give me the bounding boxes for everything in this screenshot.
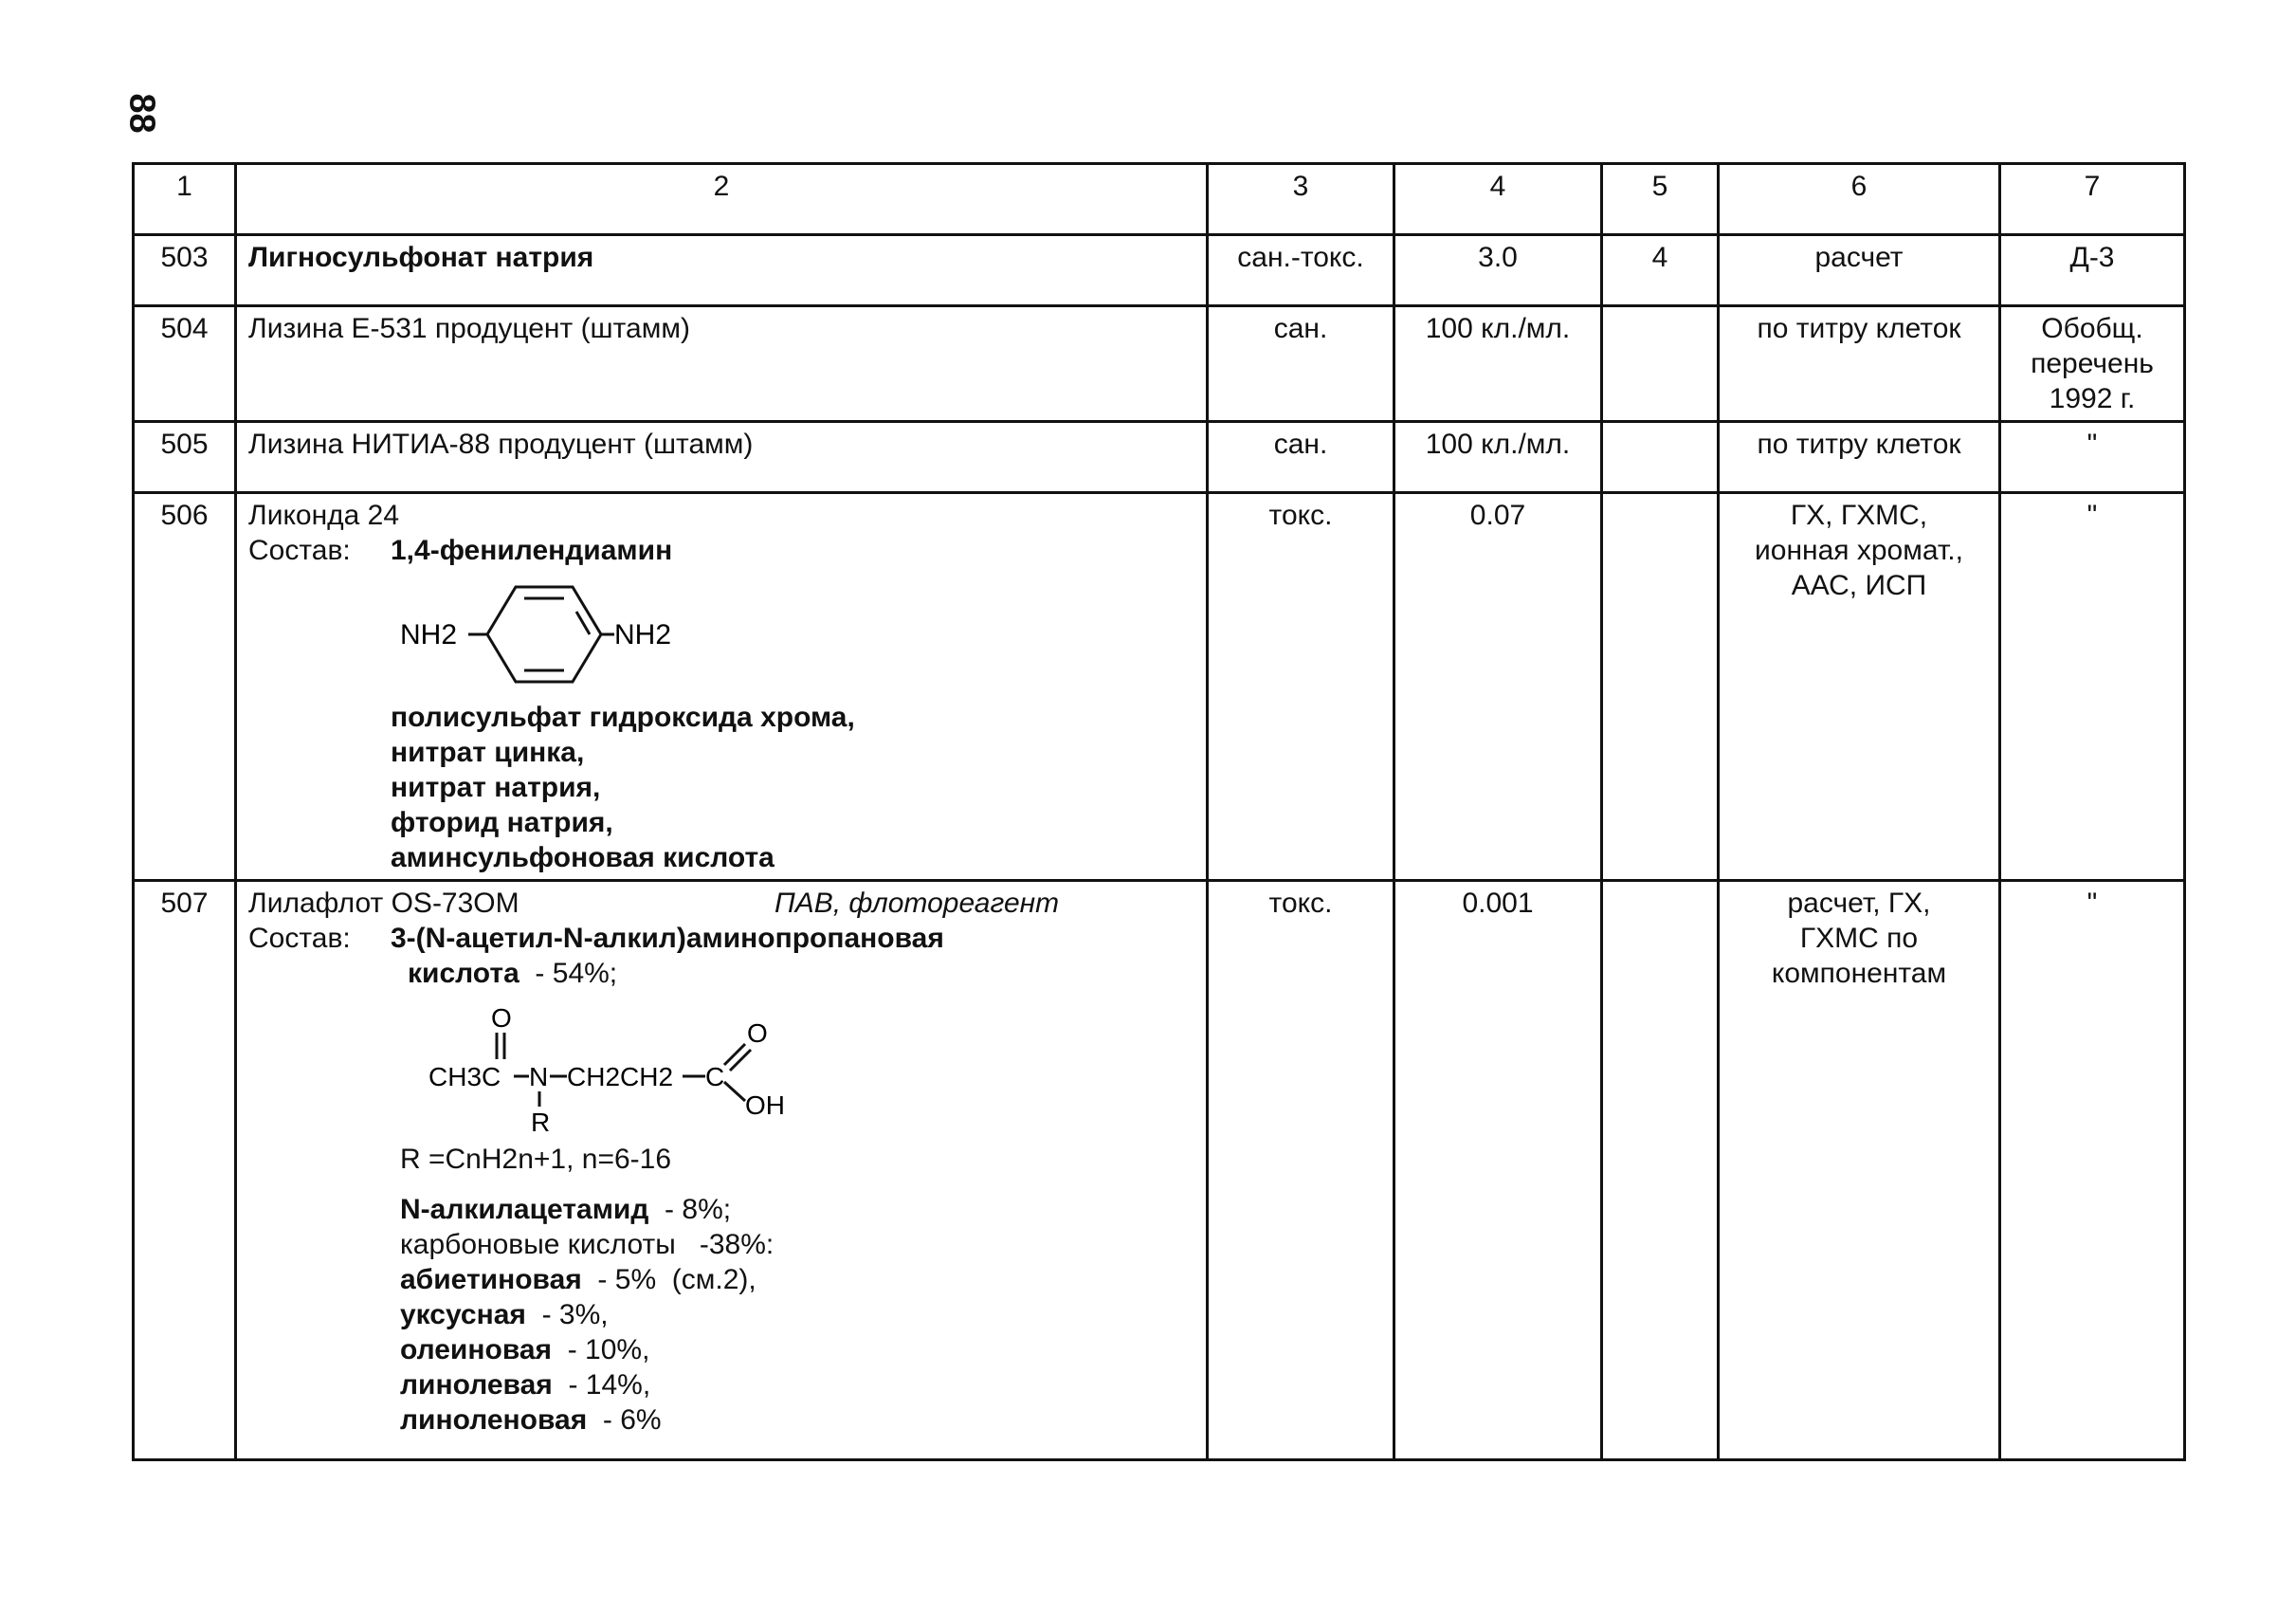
component-item: линолевая - 14%, [400, 1369, 651, 1401]
composition-second-rest: - 54%; [519, 958, 618, 989]
method: по титру клеток [1719, 306, 2000, 422]
carbonyl-oxygen: O [491, 1003, 512, 1033]
row-number: 503 [134, 235, 236, 306]
substance-table [132, 162, 2186, 1461]
hazard-class [1602, 881, 1719, 1460]
hazard-class: 4 [1602, 235, 1719, 306]
substance-description [236, 493, 1208, 881]
row-number: 507 [134, 881, 236, 1460]
row-number: 506 [134, 493, 236, 881]
component-list [391, 700, 1194, 875]
method-line: ГХ, ГХМС, [1790, 500, 1928, 531]
method-line: ААС, ИСП [1791, 570, 1927, 601]
benzene-ring-icon [487, 587, 601, 682]
composition-label: Состав: [248, 923, 351, 954]
method [1719, 493, 2000, 881]
component-item: нитрат цинка, [391, 737, 585, 768]
hydroxyl-group: OH [745, 1090, 785, 1120]
method-line: ионная хромат., [1755, 535, 1963, 566]
ethylene-chain: CH2CH2 [567, 1062, 674, 1091]
source-ditto: " [2000, 422, 2185, 493]
component-item: абиетиновая - 5% (см.2), [400, 1264, 756, 1295]
norm-value: 3.0 [1394, 235, 1602, 306]
phenylenediamine-structure [400, 579, 1194, 692]
substance-name: Лизина НИТИА-88 продуцент (штамм) [236, 422, 1208, 493]
composition-line [248, 533, 1194, 568]
component-item: аминсульфоновая кислота [391, 842, 774, 873]
hazard-type: токс. [1208, 881, 1394, 1460]
table-row [134, 306, 2185, 422]
component-item: нитрат натрия, [391, 772, 601, 803]
composition-line [248, 921, 1194, 956]
method-line: расчет, ГХ, [1787, 888, 1931, 919]
source-ditto: " [2000, 493, 2185, 881]
table-row [134, 422, 2185, 493]
hazard-type: токс. [1208, 493, 1394, 881]
composition-second-line [408, 956, 1194, 991]
substance-name-text: Лигносульфонат натрия [248, 242, 594, 273]
hazard-class [1602, 493, 1719, 881]
method [1719, 881, 2000, 1460]
hazard-type: сан. [1208, 422, 1394, 493]
composition-label: Состав: [248, 535, 351, 566]
component-item: линоленовая - 6% [400, 1404, 662, 1436]
method: расчет [1719, 235, 2000, 306]
row-number: 505 [134, 422, 236, 493]
component-item: карбоновые кислоты -38%: [400, 1229, 774, 1260]
structure-right-group: NH2 [614, 619, 672, 650]
substance-name: Лизина Е-531 продуцент (штамм) [236, 306, 1208, 422]
composition-first: 1,4-фенилендиамин [391, 535, 673, 566]
acetyl-group: CH3C [428, 1062, 501, 1091]
col-header-2: 2 [236, 164, 1208, 235]
col-header-7: 7 [2000, 164, 2185, 235]
benzene-ring-diagram [400, 579, 703, 684]
hazard-class [1602, 306, 1719, 422]
substance-title-row [248, 886, 1194, 921]
hazard-type: сан.-токс. [1208, 235, 1394, 306]
norm-value: 0.001 [1394, 881, 1602, 1460]
component-item: фторид натрия, [391, 807, 613, 838]
r-group: R [531, 1108, 551, 1133]
carboxyl-carbon: C [705, 1062, 725, 1091]
aminopropanoic-structure [428, 1000, 1194, 1142]
component-item: олеиновая - 10%, [400, 1334, 650, 1365]
source [2000, 306, 2185, 422]
col-header-1: 1 [134, 164, 236, 235]
component-list [400, 1192, 1194, 1438]
col-header-5: 5 [1602, 164, 1719, 235]
substance-note: ПАВ, флотореагент [774, 888, 1060, 919]
norm-value: 0.07 [1394, 493, 1602, 881]
source-line: перечень [2031, 348, 2154, 379]
table-row [134, 881, 2185, 1460]
component-item: N-алкилацетамид - 8%; [400, 1194, 732, 1225]
hazard-type: сан. [1208, 306, 1394, 422]
method: по титру клеток [1719, 422, 2000, 493]
source-ditto: " [2000, 881, 2185, 1460]
r-definition: R =CnH2n+1, n=6-16 [400, 1144, 672, 1175]
table-row [134, 235, 2185, 306]
component-item: полисульфат гидроксида хрома, [391, 702, 855, 733]
page-number: 88 [121, 93, 162, 134]
carboxyl-oxygen: O [747, 1018, 768, 1048]
substance-description [236, 881, 1208, 1460]
structure-left-group: NH2 [400, 619, 458, 650]
composition-first: 3-(N-ацетил-N-алкил)аминопропановая [391, 923, 944, 954]
structural-formula-diagram [428, 1000, 827, 1133]
row-number: 504 [134, 306, 236, 422]
nitrogen-atom: N [529, 1062, 549, 1091]
substance-name [236, 235, 1208, 306]
source: Д-3 [2000, 235, 2185, 306]
hazard-class [1602, 422, 1719, 493]
substance-name: Лилафлот OS-73OM [248, 888, 519, 919]
source-line: Обобщ. [2041, 313, 2143, 344]
composition-second-bold: кислота [408, 958, 519, 989]
source-line: 1992 г. [2049, 383, 2136, 414]
norm-value: 100 кл./мл. [1394, 306, 1602, 422]
col-header-4: 4 [1394, 164, 1602, 235]
norm-value: 100 кл./мл. [1394, 422, 1602, 493]
substance-name: Ликонда 24 [248, 500, 400, 531]
table-row [134, 493, 2185, 881]
method-line: компонентам [1771, 958, 1947, 989]
header-row [134, 164, 2185, 235]
method-line: ГХМС по [1799, 923, 1919, 954]
component-item: уксусная - 3%, [400, 1299, 609, 1330]
col-header-3: 3 [1208, 164, 1394, 235]
col-header-6: 6 [1719, 164, 2000, 235]
